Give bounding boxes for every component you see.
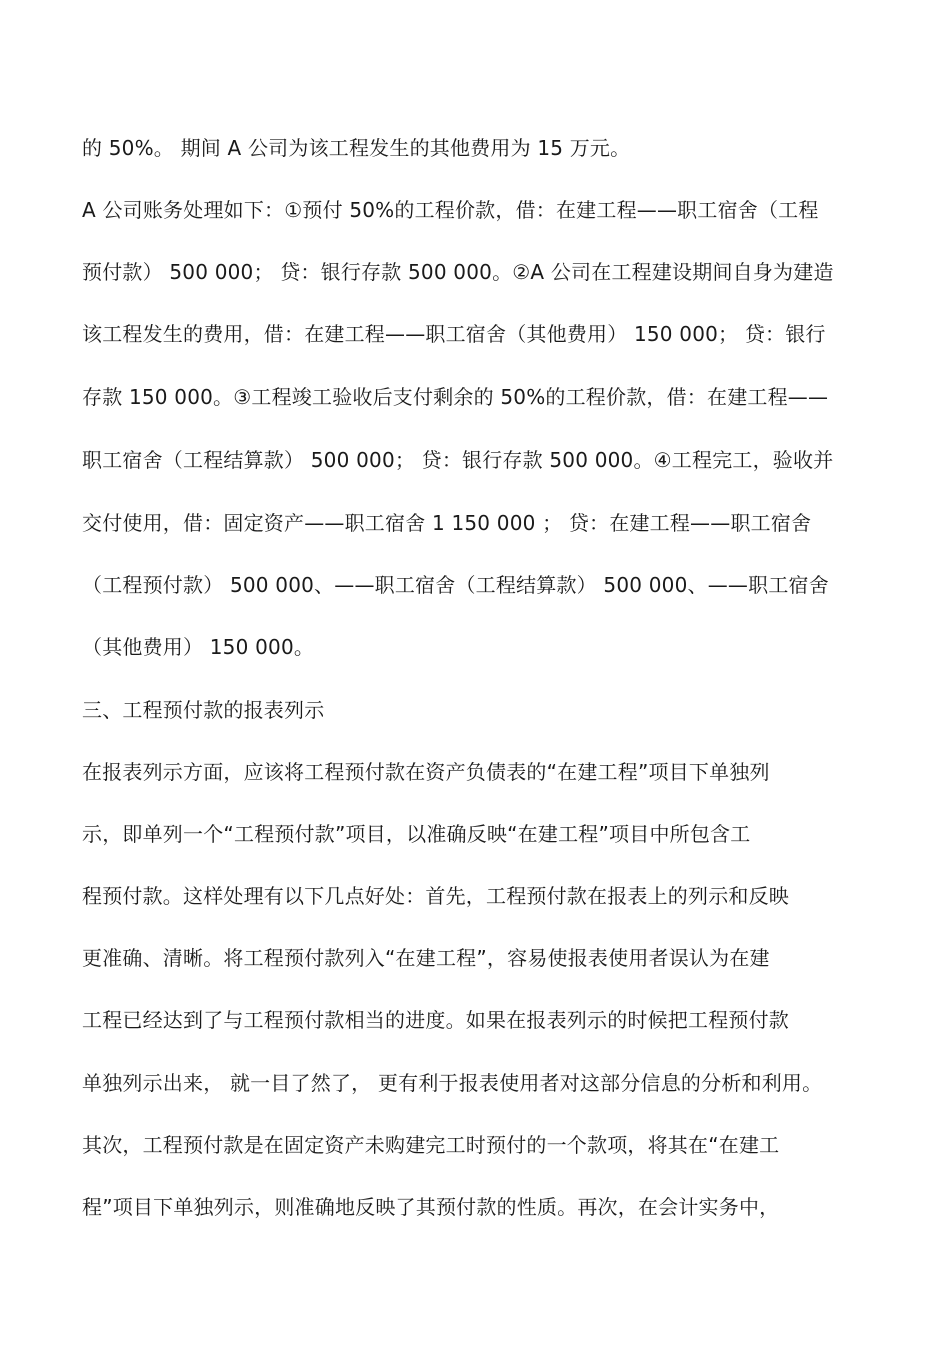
text-line: 职工宿舍（工程结算款） 500 000； 贷：银行存款 500 000。④工程完工，验收并 xyxy=(82,448,834,472)
text-line: 的 50%。 期间 A 公司为该工程发生的其他费用为 15 万元。 xyxy=(82,136,631,160)
text-line: 更准确、清晰。将工程预付款列入“在建工程”，容易使报表使用者误认为在建 xyxy=(82,946,770,970)
text-line: 该工程发生的费用，借：在建工程——职工宿舍（其他费用） 150 000； 贷：银行 xyxy=(82,322,826,346)
text-line: 其次，工程预付款是在固定资产未购建完工时预付的一个款项，将其在“在建工 xyxy=(82,1133,780,1157)
text-line: 交付使用，借：固定资产——职工宿舍 1 150 000 ； 贷：在建工程——职工宿舍 xyxy=(82,511,812,535)
text-line: A 公司账务处理如下：①预付 50%的工程价款，借：在建工程——职工宿舍（工程 xyxy=(82,198,819,222)
text-line: 预付款） 500 000； 贷：银行存款 500 000。②A 公司在工程建设期间自身为建造 xyxy=(82,260,834,284)
section-heading: 三、工程预付款的报表列示 xyxy=(82,698,325,722)
text-line: （其他费用） 150 000。 xyxy=(82,635,315,659)
text-line: 程预付款。这样处理有以下几点好处：首先，工程预付款在报表上的列示和反映 xyxy=(82,884,789,908)
text-line: 程”项目下单独列示，则准确地反映了其预付款的性质。再次，在会计实务中， xyxy=(82,1195,780,1219)
text-line: 存款 150 000。③工程竣工验收后支付剩余的 50%的工程价款，借：在建工程—— xyxy=(82,385,829,409)
text-line: 在报表列示方面，应该将工程预付款在资产负债表的“在建工程”项目下单独列 xyxy=(82,760,770,784)
text-line: （工程预付款） 500 000、——职工宿舍（工程结算款） 500 000、——职工宿舍 xyxy=(82,573,829,597)
text-line: 单独列示出来， 就一目了然了， 更有利于报表使用者对这部分信息的分析和利用。 xyxy=(82,1071,823,1095)
text-line: 示，即单列一个“工程预付款”项目，以准确反映“在建工程”项目中所包含工 xyxy=(82,822,751,846)
text-line: 工程已经达到了与工程预付款相当的进度。如果在报表列示的时候把工程预付款 xyxy=(82,1008,789,1032)
